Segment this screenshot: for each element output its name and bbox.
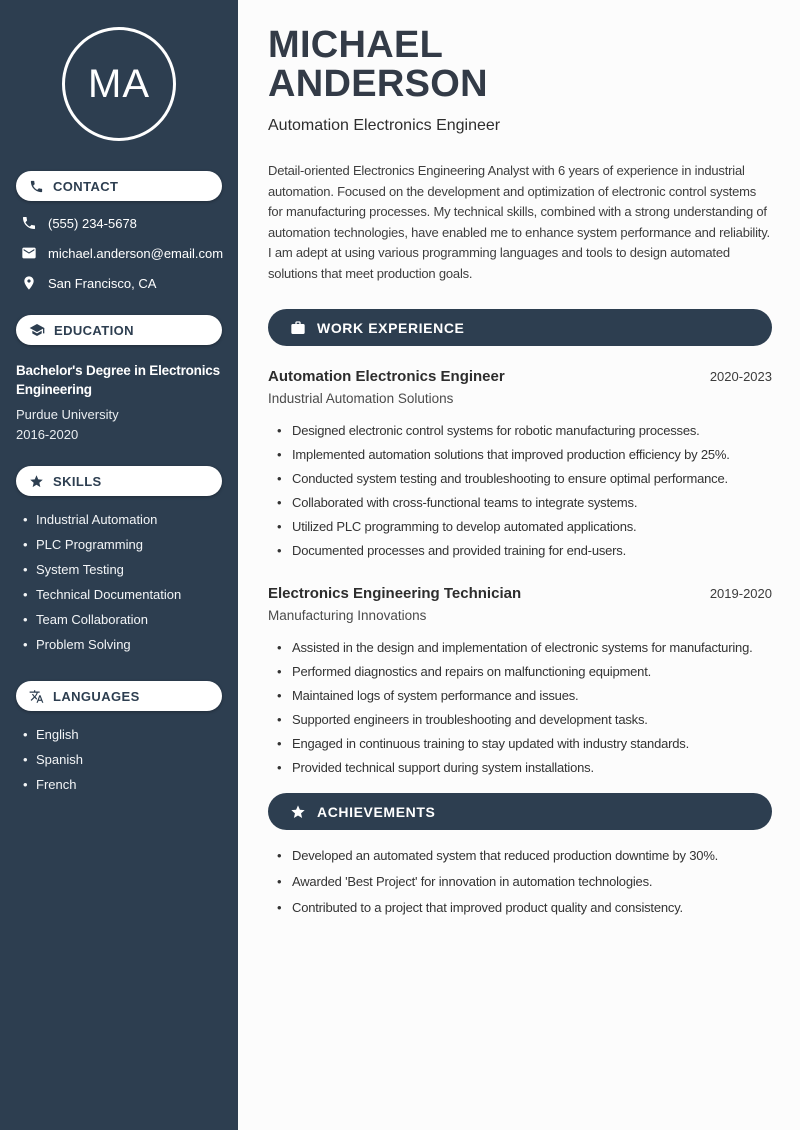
contact-location-row	[16, 275, 222, 291]
contact-section-label: CONTACT	[53, 178, 119, 194]
language-item: • French	[23, 772, 222, 797]
skill-item: • Team Collaboration	[23, 607, 222, 632]
skills-list	[16, 507, 222, 657]
profile-summary: Detail-oriented Electronics Engineering Analyst with 6 years of experience in industrial automation. Focused on the development and optimization of electronic control systems for manufacturing processes. My technical skills, combined with a strong understanding of automation technologies, have enabled me to enhance system performance and reliability. I am adept at using various programming languages and tools to design automated solutions that meet production goals.	[268, 163, 770, 281]
job-header	[268, 585, 772, 602]
star-icon	[29, 474, 44, 489]
job-dates: 2019-2020	[709, 586, 772, 601]
contact-phone-value: (555) 234-5678	[48, 215, 137, 231]
job-title: Automation Electronics Engineer	[268, 368, 505, 385]
sidebar	[0, 0, 238, 1130]
achievements-section-header	[268, 793, 772, 830]
person-last-name: ANDERSON	[268, 63, 488, 105]
job-company: Manufacturing Innovations	[268, 608, 427, 623]
person-job-title: Automation Electronics Engineer	[268, 117, 501, 134]
job-bullet: • Conducted system testing and troubleshooting to ensure optimal performance.	[277, 467, 772, 491]
job-bullet: • Utilized PLC programming to develop automated applications.	[277, 515, 772, 539]
job-bullet: • Assisted in the design and implementation of electronic systems for manufacturing.	[277, 636, 772, 660]
achievement-item: • Developed an automated system that reduced production downtime by 30%.	[277, 843, 772, 869]
language-item: • Spanish	[23, 747, 222, 772]
contact-section-header	[16, 171, 222, 201]
achievements-section-label: ACHIEVEMENTS	[317, 803, 436, 820]
translate-icon	[29, 689, 44, 704]
job-bullet: • Performed diagnostics and repairs on malfunctioning equipment.	[277, 660, 772, 684]
job-bullet: • Collaborated with cross-functional teams to integrate systems.	[277, 491, 772, 515]
main-content	[238, 0, 800, 1130]
languages-section-label: LANGUAGES	[53, 688, 140, 704]
languages-list	[16, 722, 222, 797]
languages-section-header	[16, 681, 222, 711]
education-school: Purdue University	[16, 407, 119, 422]
contact-email-row	[16, 245, 222, 261]
achievements-list	[268, 843, 772, 921]
achievement-item: • Contributed to a project that improved product quality and consistency.	[277, 895, 772, 921]
star-icon	[290, 804, 306, 820]
education-section-header	[16, 315, 222, 345]
job-bullet: • Maintained logs of system performance and issues.	[277, 684, 772, 708]
contact-phone-row	[16, 215, 222, 231]
contact-location-value: San Francisco, CA	[48, 275, 157, 291]
location-pin-icon	[21, 275, 37, 291]
job-company: Industrial Automation Solutions	[268, 391, 454, 406]
job-dates: 2020-2023	[709, 369, 772, 384]
job-bullet: • Implemented automation solutions that improved production efficiency by 25%.	[277, 443, 772, 467]
skills-section-label: SKILLS	[53, 473, 102, 489]
person-name	[268, 26, 772, 104]
phone-icon	[21, 215, 37, 231]
job-entry	[268, 368, 772, 563]
phone-icon	[29, 179, 44, 194]
job-bullet: • Designed electronic control systems for robotic manufacturing processes.	[277, 419, 772, 443]
skill-item: • System Testing	[23, 557, 222, 582]
work-experience-section-label: WORK EXPERIENCE	[317, 319, 465, 336]
email-icon	[21, 245, 37, 261]
briefcase-icon	[290, 320, 306, 336]
job-bullet-list	[268, 419, 772, 563]
avatar-initials: MA	[88, 61, 150, 106]
skills-section-header	[16, 466, 222, 496]
education-section-label: EDUCATION	[54, 322, 134, 338]
job-bullet: • Supported engineers in troubleshooting and development tasks.	[277, 708, 772, 732]
education-years: 2016-2020	[16, 427, 79, 442]
job-header	[268, 368, 772, 385]
job-bullet: • Provided technical support during system installations.	[277, 756, 772, 780]
graduation-cap-icon	[29, 322, 45, 338]
achievement-item: • Awarded 'Best Project' for innovation in automation technologies.	[277, 869, 772, 895]
job-entry	[268, 585, 772, 780]
skill-item: • Problem Solving	[23, 632, 222, 657]
job-title: Electronics Engineering Technician	[268, 585, 522, 602]
skill-item: • Industrial Automation	[23, 507, 222, 532]
language-item: • English	[23, 722, 222, 747]
work-experience-section-header	[268, 309, 772, 346]
job-bullet: • Engaged in continuous training to stay updated with industry standards.	[277, 732, 772, 756]
education-degree: Bachelor's Degree in Electronics Engineering	[16, 363, 220, 397]
job-bullet-list	[268, 636, 772, 780]
skill-item: • Technical Documentation	[23, 582, 222, 607]
job-bullet: • Documented processes and provided training for end-users.	[277, 539, 772, 563]
skill-item: • PLC Programming	[23, 532, 222, 557]
avatar	[62, 27, 176, 141]
contact-email-value: michael.anderson@email.com	[48, 245, 224, 261]
person-first-name: MICHAEL	[268, 24, 444, 66]
